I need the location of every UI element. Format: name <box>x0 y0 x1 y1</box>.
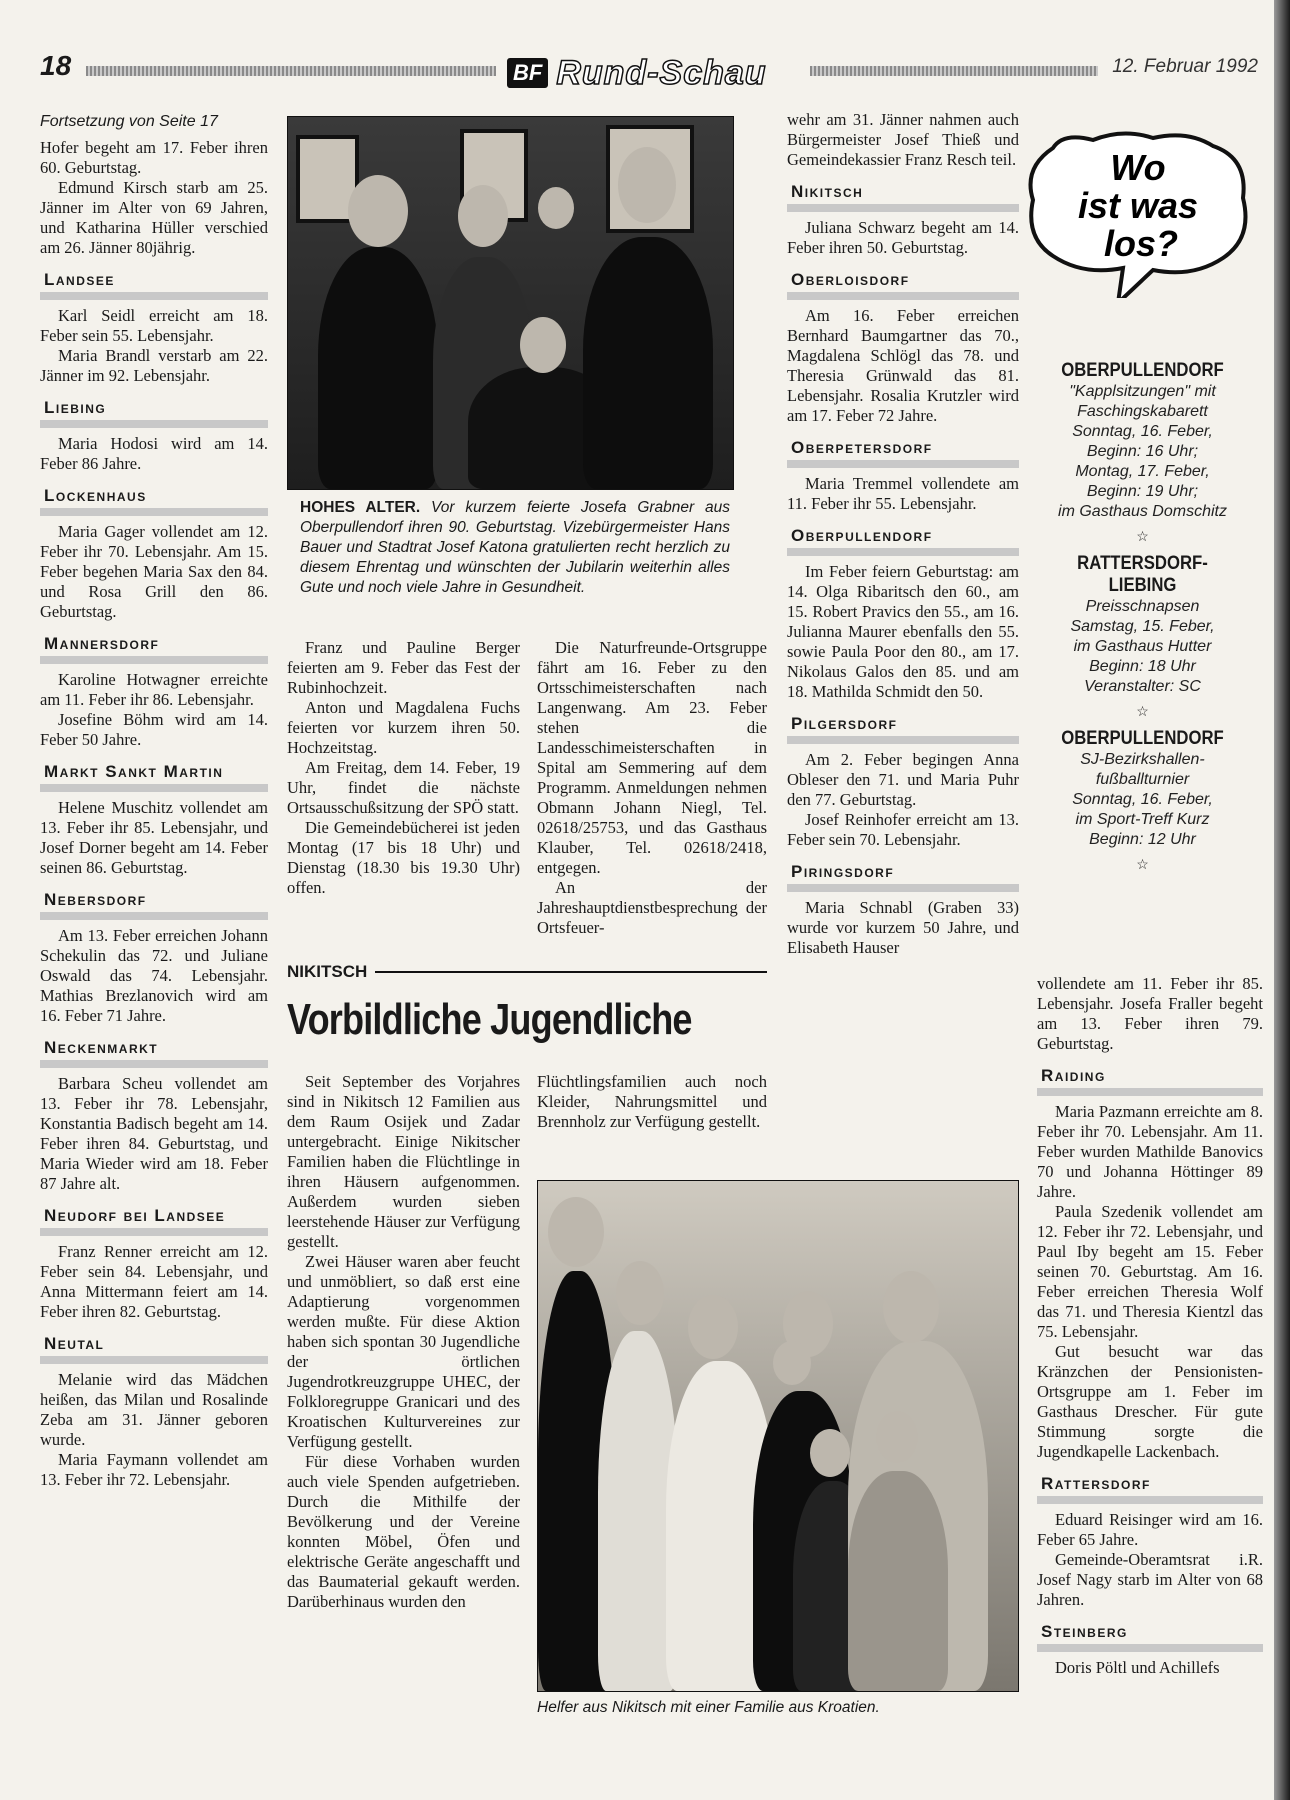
column-4 <box>787 110 1019 958</box>
event-line: Beginn: 18 Uhr <box>1089 658 1196 675</box>
paragraph: Franz und Pauline Berger feierten am 9. Feber das Fest der Rubinhochzeit. <box>287 638 520 697</box>
logo-badge: BF <box>507 58 548 88</box>
section-heading <box>40 1332 268 1364</box>
section-heading <box>40 1036 268 1068</box>
star-divider: ☆ <box>1136 856 1149 872</box>
section-heading <box>40 888 268 920</box>
photo-1-caption <box>300 498 730 598</box>
section-heading <box>787 180 1019 212</box>
page-number: 18 <box>40 50 72 81</box>
event-line: fußballturnier <box>1095 771 1190 788</box>
column-2 <box>287 638 520 898</box>
bubble-line: ist was <box>1077 185 1199 226</box>
face <box>548 1197 604 1267</box>
paragraph: wehr am 31. Jänner nahmen auch Bürgermeister Josef Thieß und Gemeindekassier Franz Resch teil. <box>787 110 1019 169</box>
caption-label: HOHES ALTER. <box>300 499 421 516</box>
paragraph: Edmund Kirsch starb am 25. Jänner im Alter von 69 Jahren, und Katharina Hüller verschied am 26. Jänner 80jährig. <box>40 178 268 257</box>
bubble-line: Wo <box>1110 147 1166 188</box>
paragraph: An der Jahreshauptdienstbesprechung der Ortsfeuer- <box>537 878 767 937</box>
photo-refugee-family <box>537 1180 1019 1692</box>
section-title: Markt Sankt Martin <box>44 762 227 781</box>
paragraph: Für diese Vorhaben wurden auch viele Spenden aufgetrieben. Durch die Mithilfe der Bevölkerung und der Vereine konnten Möbel, Öfen und elektrische Geräte angeschafft und das Baumaterial gekauft werden. Darüberhinaus wurden den <box>287 1452 520 1611</box>
article-section-label: NIKITSCH <box>287 962 368 981</box>
paragraph: Karl Seidl erreicht am 18. Feber sein 55. Lebensjahr. <box>40 306 268 345</box>
event-line: Samstag, 15. Feber, <box>1070 618 1215 635</box>
section-heading <box>787 712 1019 744</box>
event-line: Beginn: 12 Uhr <box>1089 831 1196 848</box>
face <box>538 187 574 229</box>
paragraph: Gemeinde-Oberamtsrat i.R. Josef Nagy starb im Alter von 68 Jahren. <box>1037 1550 1263 1609</box>
face <box>876 1411 918 1463</box>
article-section <box>287 962 767 982</box>
section-title: Lockenhaus <box>44 486 151 505</box>
section-title: Oberloisdorf <box>791 270 914 289</box>
event-line: im Gasthaus Domschitz <box>1058 503 1227 520</box>
logo-title: Rund-Schau <box>556 53 767 92</box>
paragraph: Am 16. Feber erreichen Bernhard Baumgartner das 70., Magdalena Schlögl das 78. und Theresia Grünwald das 81. Lebensjahr. Rosalia Krutzler wird am 17. Feber 72 Jahre. <box>787 306 1019 425</box>
section-heading <box>40 396 268 428</box>
paragraph: Helene Muschitz vollendet am 13. Feber ihr 85. Lebensjahr, und Josef Dorner begeht am 14. Feber seinen 86. Geburtstag. <box>40 798 268 877</box>
paragraph: Im Feber feiern Geburtstag: am 14. Olga Ribaritsch den 60., am 15. Robert Pravics den 55., am 16. Julianna Maurer ebenfalls den 55. sowie Paula Poor den 80., am 17. Nikolaus Galos den 85. und am 18. Mathilda Schmidt den 50. <box>787 562 1019 701</box>
paragraph: Maria Gager vollendet am 12. Feber ihr 70. Lebensjahr. Am 15. Feber begehen Maria Sax den 84. und Rosa Grill den 86. Geburtstag. <box>40 522 268 621</box>
article-column-b <box>537 1072 767 1132</box>
star-divider: ☆ <box>1136 703 1149 719</box>
bubble-line: los? <box>1103 223 1179 264</box>
event-place: OBERPULLENDORF <box>1061 728 1224 749</box>
header-rule-left <box>86 66 496 76</box>
paragraph: Maria Hodosi wird am 14. Feber 86 Jahre. <box>40 434 268 473</box>
section-title: Pilgersdorf <box>791 714 902 733</box>
paragraph: vollendete am 11. Feber ihr 85. Lebensjahr. Josefa Fraller begeht am 13. Feber ihren 79. Geburtstag. <box>1037 974 1263 1053</box>
paragraph: Juliana Schwarz begeht am 14. Feber ihren 50. Geburtstag. <box>787 218 1019 257</box>
paragraph: Maria Brandl verstarb am 22. Jänner im 92. Lebensjahr. <box>40 346 268 385</box>
section-heading <box>1037 1064 1263 1096</box>
paragraph: Melanie wird das Mädchen heißen, das Milan und Rosalinde Zeba am 31. Jänner geboren wurde. <box>40 1370 268 1449</box>
page-edge <box>1274 0 1290 1800</box>
section-title: Neudorf bei Landsee <box>44 1206 229 1225</box>
section-title: Piringsdorf <box>791 862 898 881</box>
event-details <box>1030 750 1255 850</box>
event-line: "Kapplsitzungen" mit <box>1069 383 1216 400</box>
section-title: Oberpetersdorf <box>791 438 937 457</box>
event-line: im Sport-Treff Kurz <box>1075 811 1210 828</box>
face <box>616 1261 664 1325</box>
masthead-logo <box>507 54 807 92</box>
column-3 <box>537 638 767 938</box>
paragraph: Gut besucht war das Kränzchen der Pensionisten-Ortsgruppe am 1. Feber im Gasthaus Drescher. Für gute Stimmung sorgte die Jugendkapelle Lackenbach. <box>1037 1342 1263 1461</box>
paragraph: Eduard Reisinger wird am 16. Feber 65 Jahre. <box>1037 1510 1263 1549</box>
person <box>318 247 438 489</box>
event-line: im Gasthaus Hutter <box>1073 638 1212 655</box>
paragraph: Paula Szedenik vollendet am 12. Feber ihr 72. Lebensjahr, und Paul Iby begeht am 15. Feber seinen 70. Geburtstag. Am 16. Feber erreichen Theresia Wolf das 71. und Theresia Kientzl das 75. Lebensjahr. <box>1037 1202 1263 1341</box>
paragraph: Maria Tremmel vollendete am 11. Feber ihr 55. Lebensjahr. <box>787 474 1019 513</box>
event-place: OBERPULLENDORF <box>1061 360 1224 381</box>
section-heading <box>40 1204 268 1236</box>
continuation-note: Fortsetzung von Seite 17 <box>40 113 218 130</box>
section-title: Raiding <box>1041 1066 1110 1085</box>
paragraph: Die Naturfreunde-Ortsgruppe fährt am 16. Feber zu den Ortsschimeisterschaften nach Langenwang. Am 23. Feber stehen die Landesschimeisterschaften in Spital am Semmering auf dem Programm. Anmeldungen nehmen Obmann Johann Niegl, Tel. 02618/25753, und das Gasthaus Klauber, Tel. 02618/2418, entgegen. <box>537 638 767 877</box>
events-box <box>1030 352 1255 879</box>
paragraph: Karoline Hotwagner erreichte am 11. Feber ihr 86. Lebensjahr. <box>40 670 268 709</box>
face <box>348 175 408 247</box>
event-line: Sonntag, 16. Feber, <box>1072 791 1213 808</box>
face <box>773 1341 811 1385</box>
paragraph: Doris Pöltl und Achillefs <box>1055 1658 1220 1677</box>
article-headline: Vorbildliche Jugendliche <box>287 995 692 1044</box>
paragraph: Die Gemeindebücherei ist jeden Montag (17 bis 18 Uhr) und Dienstag (18.30 bis 19.30 Uhr) offen. <box>287 818 520 897</box>
section-title: Oberpullendorf <box>791 526 937 545</box>
event-place: RATTERSDORF-LIEBING <box>1077 553 1208 596</box>
section-title: Rattersdorf <box>1041 1474 1155 1493</box>
column-1 <box>40 112 268 1490</box>
event-line: Sonntag, 16. Feber, <box>1072 423 1213 440</box>
face <box>688 1295 738 1359</box>
paragraph: Franz Renner erreicht am 12. Feber sein 84. Lebensjahr, und Anna Mittermann feiert am 14. Feber ihren 82. Geburtstag. <box>40 1242 268 1321</box>
person <box>583 237 713 489</box>
face <box>520 317 566 373</box>
section-heading <box>787 268 1019 300</box>
event-details <box>1030 382 1255 522</box>
event-line: Faschingskabarett <box>1077 403 1208 420</box>
event-details <box>1030 597 1255 697</box>
section-heading <box>787 524 1019 556</box>
event-line: Veranstalter: SC <box>1084 678 1201 695</box>
section-title: Neutal <box>44 1334 108 1353</box>
section-rule <box>375 971 767 973</box>
face <box>810 1429 850 1477</box>
section-heading <box>40 760 268 792</box>
column-5 <box>1037 974 1263 1678</box>
section-title: Neckenmarkt <box>44 1038 162 1057</box>
paragraph: Maria Faymann vollendet am 13. Feber ihr 72. Lebensjahr. <box>40 1450 268 1489</box>
section-heading <box>1037 1620 1263 1652</box>
event-line: Beginn: 16 Uhr; <box>1086 443 1199 460</box>
section-title: Nikitsch <box>791 182 867 201</box>
event-line: Beginn: 19 Uhr; <box>1086 483 1199 500</box>
face <box>883 1271 939 1343</box>
paragraph: Maria Pazmann erreichte am 8. Feber ihr 70. Lebensjahr. Am 11. Feber wurden Mathilde Banovics 70 und Johanna Höttinger 89 Jahre. <box>1037 1102 1263 1201</box>
speech-bubble <box>1023 128 1253 298</box>
photo-2-caption: Helfer aus Nikitsch mit einer Familie aus Kroatien. <box>537 1699 880 1716</box>
face <box>458 185 508 247</box>
event-line: Preisschnapsen <box>1085 598 1200 615</box>
section-heading <box>1037 1472 1263 1504</box>
section-title: Liebing <box>44 398 110 417</box>
section-heading <box>40 632 268 664</box>
event-line: Montag, 17. Feber, <box>1075 463 1210 480</box>
caption-text: Vor kurzem feierte Josefa Grabner aus Oberpullendorf ihren 90. Geburtstag. Vizebürgermeister Hans Bauer und Stadtrat Josef Katona gratulierten recht herzlich zu diesem Ehrentag und wünschten der Jubilarin weiterhin alles Gute und noch viele Jahre in Gesundheit. <box>300 499 730 596</box>
paragraph: Am 2. Feber begingen Anna Obleser den 71. und Maria Puhr den 77. Geburtstag. <box>787 750 1019 809</box>
person <box>848 1471 948 1691</box>
section-heading <box>787 860 1019 892</box>
paragraph: Am 13. Feber erreichen Johann Schekulin das 72. und Juliane Oswald das 74. Lebensjahr. Mathias Brezlanovich wird am 16. Feber 71 Jahre. <box>40 926 268 1025</box>
section-heading <box>787 436 1019 468</box>
section-heading <box>40 268 268 300</box>
article-paragraph: Flüchtlingsfamilien auch noch Kleider, Nahrungsmittel und Brennholz zur Verfügung gestellt. <box>537 1072 767 1131</box>
paragraph: Josefine Böhm wird am 14. Feber 50 Jahre. <box>40 710 268 749</box>
issue-date: 12. Februar 1992 <box>1112 56 1258 77</box>
section-title: Nebersdorf <box>44 890 151 909</box>
paragraph: Seit September des Vorjahres sind in Nikitsch 12 Familien aus dem Raum Osijek und Zadar untergebracht. Einige Nikitscher Familien haben die Flüchtlinge in ihren Häusern aufgenommen. Außerdem wurden sieben leerstehende Häuser zur Verfügung gestellt. <box>287 1072 520 1251</box>
section-title: Landsee <box>44 270 119 289</box>
paragraph: Am Freitag, dem 14. Feber, 19 Uhr, findet die nächste Ortsausschußsitzung der SPÖ statt. <box>287 758 520 817</box>
photo-hohes-alter <box>287 116 734 490</box>
paragraph: Hofer begeht am 17. Feber ihren 60. Geburtstag. <box>40 138 268 177</box>
star-divider: ☆ <box>1136 528 1149 544</box>
paragraph: Josef Reinhofer erreicht am 13. Feber sein 70. Lebensjahr. <box>787 810 1019 849</box>
paragraph: Maria Schnabl (Graben 33) wurde vor kurzem 50 Jahre, und Elisabeth Hauser <box>787 898 1019 957</box>
paragraph: Barbara Scheu vollendet am 13. Feber ihr 78. Lebensjahr, Konstantia Badisch begeht am 14. Feber ihren 84. Geburtstag, und Maria Wieder wird am 18. Feber 87 Jahre alt. <box>40 1074 268 1193</box>
header-rule-right <box>810 66 1098 76</box>
section-title: Mannersdorf <box>44 634 163 653</box>
paragraph: Anton und Magdalena Fuchs feierten vor kurzem ihren 50. Hochzeitstag. <box>287 698 520 757</box>
article-column-a <box>287 1072 520 1612</box>
paragraph: Zwei Häuser waren aber feucht und unmöbliert, so daß erst eine Adaptierung vorgenommen werden mußte. Für diese Aktion haben sich spontan 30 Jugendliche der örtlichen Jugendrotkreuzgruppe UHEC, der Folkloregruppe Granicari und des Kroatischen Kulturvereines zur Verfügung gestellt. <box>287 1252 520 1451</box>
section-title: Steinberg <box>1041 1622 1132 1641</box>
section-heading <box>40 484 268 516</box>
event-line: SJ-Bezirkshallen- <box>1080 751 1205 768</box>
face <box>618 147 676 223</box>
